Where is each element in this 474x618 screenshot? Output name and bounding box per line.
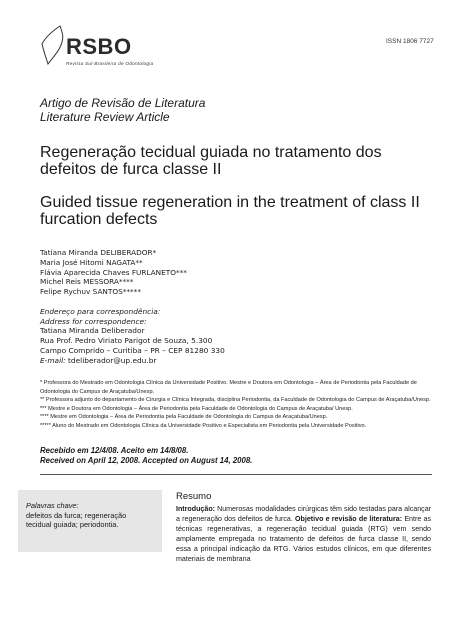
email-address[interactable]: tdeliberador@up.edu.br [68,355,157,365]
affiliation-note: *** Mestre e Doutora em Odontologia – Área de Periodontia pela Faculdade de Odontologia do Campus de Araçatuba/ Unesp. [40,405,353,412]
author: Flávia Aparecida Chaves FURLANETO*** [40,267,187,277]
article-type [40,96,205,124]
objective-label: Objetivo e revisão de literatura: [295,514,403,523]
correspondence-block [40,307,225,365]
abstract-text [176,505,431,564]
correspondence-city: Campo Comprido – Curitiba – PR – CEP 81280 330 [40,345,225,355]
email-label: E-mail: [40,355,66,365]
intro-text: Numerosas modalidades cirúrgicas têm sido testadas para alcançar a regeneração dos defeitos de furca. [176,505,431,523]
author: Michel Reis MESSORA**** [40,277,134,287]
affiliation-note: * Professora do Mestrado em Odontologia Clínica da Universidade Positivo. Mestre e Doutora em Odontologia – Área de Periodontia pela Faculdade de Odontologia do Campus de Araçatuba/Unesp. [40,380,417,395]
affiliation-notes [40,379,440,431]
objective-text: Entre as técnicas regenerativas, a regeneração tecidual guiada (RTG) vem sendo amplamente empregada no tratamento de defeitos de furca classe II, sendo essa a principal indicação da RTG. Vários estudos clínicos, em que diferentes materiais de membrana [176,514,431,563]
title-english: Guided tissue regeneration in the treatment of class II furcation defects [40,194,420,228]
journal-full-name: Revista Sul-Brasileira de Odontologia [66,61,154,66]
dates [40,446,252,466]
intro-label: Introdução: [176,505,216,513]
correspondence-label-en: Address for correspondence: [40,316,147,326]
keywords-text: defeitos da furca; regeneração tecidual guiada; periodontia. [26,511,127,530]
affiliation-note: ** Professora adjunto do departamento de Cirurgia e Clínica Integrada, disciplina Periodontia, da Faculdade de Odontologia do Campus de Araçatuba/Unesp. [40,397,431,404]
dates-pt: Recebido em 12/4/08. Aceito em 14/8/08. [40,446,189,455]
abstract-heading: Resumo [176,491,212,502]
title-portuguese: Regeneração tecidual guiada no tratamento dos defeitos de furca classe II [40,144,382,178]
correspondence-label-pt: Endereço para correspondência: [40,307,161,316]
dates-en: Received on April 12, 2008. Accepted on August 14, 2008. [40,456,253,465]
correspondence-street: Rua Prof. Pedro Viriato Parigot de Souza, 5.300 [40,336,213,346]
keywords-label: Palavras chave: [26,501,79,510]
journal-logo-text: RSBO [66,34,132,59]
author: Felipe Rychuv SANTOS***** [40,287,141,297]
divider [40,474,432,475]
article-type-pt: Artigo de Revisão de Literatura [40,96,206,110]
issn: ISSN 1806 7727 [386,38,434,45]
correspondence-email-line [40,356,225,366]
author: Tatiana Miranda DELIBERADOR* [40,248,157,257]
correspondence-name: Tatiana Miranda Deliberador [40,326,145,336]
article-type-en: Literature Review Article [40,110,170,124]
author-list [40,248,187,297]
affiliation-note: **** Mestre em Odontologia – Área de Periodontia pela Faculdade de Odontologia do Campus de Araçatuba/Unesp. [40,414,328,421]
affiliation-note: ***** Aluno do Mestrado em Odontologia Clínica da Universidade Positivo e Especialista em Periodontia pela Universidade Positivo. [40,422,367,429]
author: Maria José Hitomi NAGATA** [40,257,143,267]
